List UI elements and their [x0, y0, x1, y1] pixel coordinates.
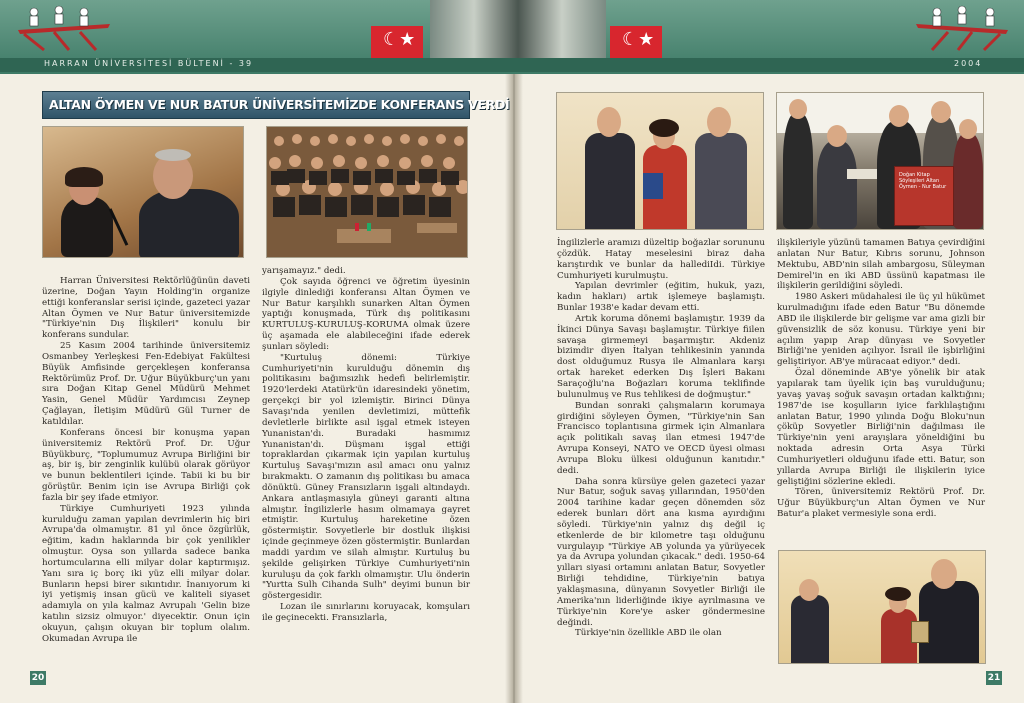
paragraph: Yapılan devrimler (eğitim, hukuk, yazı, kadın hakları) artık işlemeye başlamıştı. Bunlar 1938'e kadar devam etti. — [557, 281, 765, 314]
paragraph: yarışamayız." dedi. — [262, 266, 346, 276]
article-column-2 — [262, 266, 470, 624]
paragraph: ilişkileriyle yüzünü tamamen Batıya çevirdiğini anlatan Nur Batur, Kıbrıs sorunu, Johnson Mektubu, ABD'nin silah ambargosu, Süleyman Demirel'in en iki ABD üssünü kapatması ile ilişkilerin gerildiğini söyledi. — [777, 238, 985, 292]
photo-speakers — [42, 126, 244, 258]
paragraph: Çok sayıda öğrenci ve öğretim üyesinin ilgiyle dinlediği konferansı Altan Öymen ve Nur Batur karşılıklı sunarken Altan Öymen yaptığı konuşmada, Türk dış politikasını KURTULUŞ-KURULUŞ-KORUMA olmak üzere üç aşamada ele alabileceğini ifade ederek şunları söyledi: — [262, 276, 470, 352]
paragraph: Artık koruma dönemi başlamıştır. 1939 da İkinci Dünya Savaşı başlamıştır. Türkiye fiilen savaşa girmemeyi başarmıştır. Akdeniz bizimdir diyen İtalyan tehlikesinin yanında dost olduğumuz Rusya ile Almanlara karşı ortak hareket ederken Dış İşleri Bakanı Saraçoğlu'na Boğazları koruma teklifinde bulunulmuş ve Rus tehlikesi de doğmuştur." — [557, 313, 765, 400]
article-column-4 — [777, 238, 985, 520]
paragraph: Tören, üniversitemiz Rektörü Prof. Dr. Uğur Büyükburç'un Altan Öymen ve Nur Batur'a plaket vermesiyle sona erdi. — [777, 487, 985, 520]
paragraph: 1980 Askeri müdahalesi ile üç yıl hükümet kurulmadığını ifade eden Batur "Bu dönemde ABD ile ilişkilerde bir gelişme var ama gizli bir güvensizlik de söz konusu. Türkiye yeni bir açılım yapıp Arap dünyası ve Sovyetler Birliği'ne yeniden açılıyor. İsrail ile işbirliğini geliştiriyor. AB'ye müracaat ediyor." dedi. — [777, 292, 985, 368]
article-title-bar — [42, 91, 510, 119]
paragraph: Daha sonra kürsüye gelen gazeteci yazar Nur Batur, soğuk savaş yıllarından, 1950'den 2004 tarihine kadar geçen dönemden söz ederek bunları dört ana kısma ayırdığını söyledi. Türkiye'nin yalnız dış değil iç etkenlerde de bir kilometre taşı olduğunu vurgulayıp "Türkiye AB yolunda ya yürüyecek ya da Avrupa yolundan çıkacak." dedi. 1950-64 yılları siyasi ortamını anlatan Batur, Sovyetler Birliği tehdidine, Türkiye'nin batıya yaklaşmasına, dünyanın Sovyetler Birliği ile Amerika'nın liderliğinde ikiye ayrılmasına ve Türkiye'nin Kore'ye asker göndermesine değindi. — [557, 476, 765, 628]
book-poster — [894, 166, 954, 226]
header-center-photo — [430, 0, 606, 58]
photo-audience — [266, 126, 468, 258]
turkish-flag-icon: ☾★ — [610, 26, 662, 58]
article-column-1 — [42, 276, 250, 645]
paragraph: Türkiye Cumhuriyeti 1923 yılında kurulduğu zaman yapılan devrimlerin hiç biri Avrupa'da olmamıştır. 81 yıl önce özgürlük, eğitim, kadın haklarında bir çok yenilikler olmuştur. Oysa son yıllarda sadece banka hortumcularına elli milyar dolar kaptırmışız. Yanı sıra iç borç iki yüz elli milyar dolar. Bunların hepsi birer sıkıntıdır. İnanıyorum ki iyi yetişmiş insan gücü ve kaliteli siyaset adamıyla on yıla kalmaz Avrupalı 'Gelin bize katılın sizsiz olmuyor.' diyecektir. Onun için okuyun, çalışın okuyan bir toplum olalım. Okumadan Avrupa ile — [42, 503, 250, 644]
paragraph: Harran Üniversitesi Rektörlüğünün daveti üzerine, Doğan Yayın Holding'in organize ettiği konferanslar serisi içinde, gazeteci yazar Altan Öymen ve Nur Batur üniversitemizde "Türkiye'nin Dış İlişkileri" konulu bir konferans sundular. — [42, 276, 250, 341]
paragraph: Türkiye'nin özellikle ABD ile olan — [575, 628, 722, 639]
paragraph: 25 Kasım 2004 tarihinde üniversitemiz Osmanbey Yerleşkesi Fen-Edebiyat Fakültesi Büyük Amfisinde gerçekleşen konferansa Rektörümüz Prof. Dr. Uğur Büyükburç'un yanı sıra Doğan Kitap Genel Müdürü Mehmet Yasin, Genel Müdür Yardımcısı Zeynep Çağlayan, İletişim Müdürü Gül Turner de katıldılar. — [42, 341, 250, 427]
photo-plaque-ceremony — [778, 550, 986, 664]
paragraph: Özal döneminde AB'ye yönelik bir atak yapılarak tam üyelik için baş vurulduğunu; yavaş yavaş soğuk savaşın ortadan kalktığını; 1987'de ise koşulların iyice farklılaştığını anlatan Batur, 1990 yılında Doğu Bloku'nun çöküp Sovyetler Birliği'nin dağılması ile Türkiye'nin yeni arayışlara yöneldiğini bu noktada adresin Orta Asya Türki Cumhuriyetleri olduğunu ifade etti. Batur, son yıllarda Avrupa Birliği ile ilişkilerin iyice geliştiğini sözlerine ekledi. — [777, 368, 985, 487]
bulletin-name: HARRAN ÜNİVERSİTESİ BÜLTENİ - 39 — [44, 59, 254, 68]
rowers-icon — [14, 4, 114, 52]
article-column-3 — [557, 238, 765, 639]
article-title: ALTAN ÖYMEN VE NUR BATUR ÜNİVERSİTEMİZDE KONFERANS VERDİ — [49, 97, 510, 112]
photo-speakers-rector — [556, 92, 764, 230]
paragraph: Bundan sonraki çalışmaların korumaya girdiğini söyleyen Öymen, "Türkiye'nin San Francisco toplantısına girmek için Almanlara açık politikalı savaş ilan etmesi 1947'de Avrupa Konseyi, NATO ve OECD üyesi olması Avrupa Bloku ülkesi olduğunun kanıtıdır." dedi. — [557, 400, 765, 476]
book-poster-text: Doğan Kitap Söyleşileri Altan Öymen - Nur Batur — [899, 172, 947, 190]
page-header — [0, 0, 1024, 74]
paragraph: İngilizlerle aramızı düzeltip boğazlar sorununu çözdük. Hatay meselesini biraz daha karıştırdık ve bunlar da hallediIdi. Türkiye Cumhuriyeti kurulmuştu. — [557, 238, 765, 281]
page-number-right: 21 — [987, 673, 1001, 683]
paragraph: "Kurtuluş dönemi: Türkiye Cumhuriyeti'nin kurulduğu dönemin dış politikasını bağımsızlık hedefi belirlemiştir. 1920'lerdeki Atatürk'ün idaresindeki yönetim, gerçekçi bir yol izlemiştir. Birinci Dünya Savaşı'nda yenilen devletimizi, müttefik devletlerle birlikte asıl işgal etmek isteyen Yunanistan'dı. Buradaki hasmımız Yunanistan'dı. Düşmanı işgal ettiği topraklardan çıkarmak için yapılan kurtuluş Kurtuluş Savaşı'mızın asıl amacı onu yalnız bırakmaktı. O zamanın dış politikası bu amaca dönüktü. Güney Fransızların işgali altındaydı. Ankara antlaşmasıyla güneyi garanti altına almıştır. İngilizlerle hasım olmamaya gayret etmiştir. Kurtuluş hareketine özen göstermiştir. Sovyetlerle bir dostluk ilişkisi içinde geçinmeye özen göstermiştir. Bunlardan maddi yardım ve silah almıştır. Kurtuluş bu şekilde gelişirken Türkiye Cumhuriyeti'nin kuruluşu da çok farklı olmamıştır. Ulu önderin "Yurtta Sulh Cihanda Sulh" deyimi bunun bir göstergesidir. — [262, 352, 470, 602]
paragraph: Konferans öncesi bir konuşma yapan üniversitemiz Rektörü Prof. Dr. Uğur Büyükburç, "Toplumumuz Avrupa Birliğini bir aş, bir iş, bir zenginlik kulübü olarak görüyor ve bunun beklentileri içinde. Tabii ki bu bir görüştür. Benim için ise Avrupa Birliği çok fazla bir şey ifade etmiyor. — [42, 427, 250, 503]
paragraph: Lozan ile sınırlarını koruyacak, komşuları ile geçinecekti. Fransızlarla, — [262, 602, 470, 623]
bulletin-year: 2004 — [954, 59, 983, 68]
turkish-flag-icon: ☾★ — [371, 26, 423, 58]
rowers-icon — [912, 4, 1012, 52]
page-number-left: 20 — [31, 673, 45, 683]
